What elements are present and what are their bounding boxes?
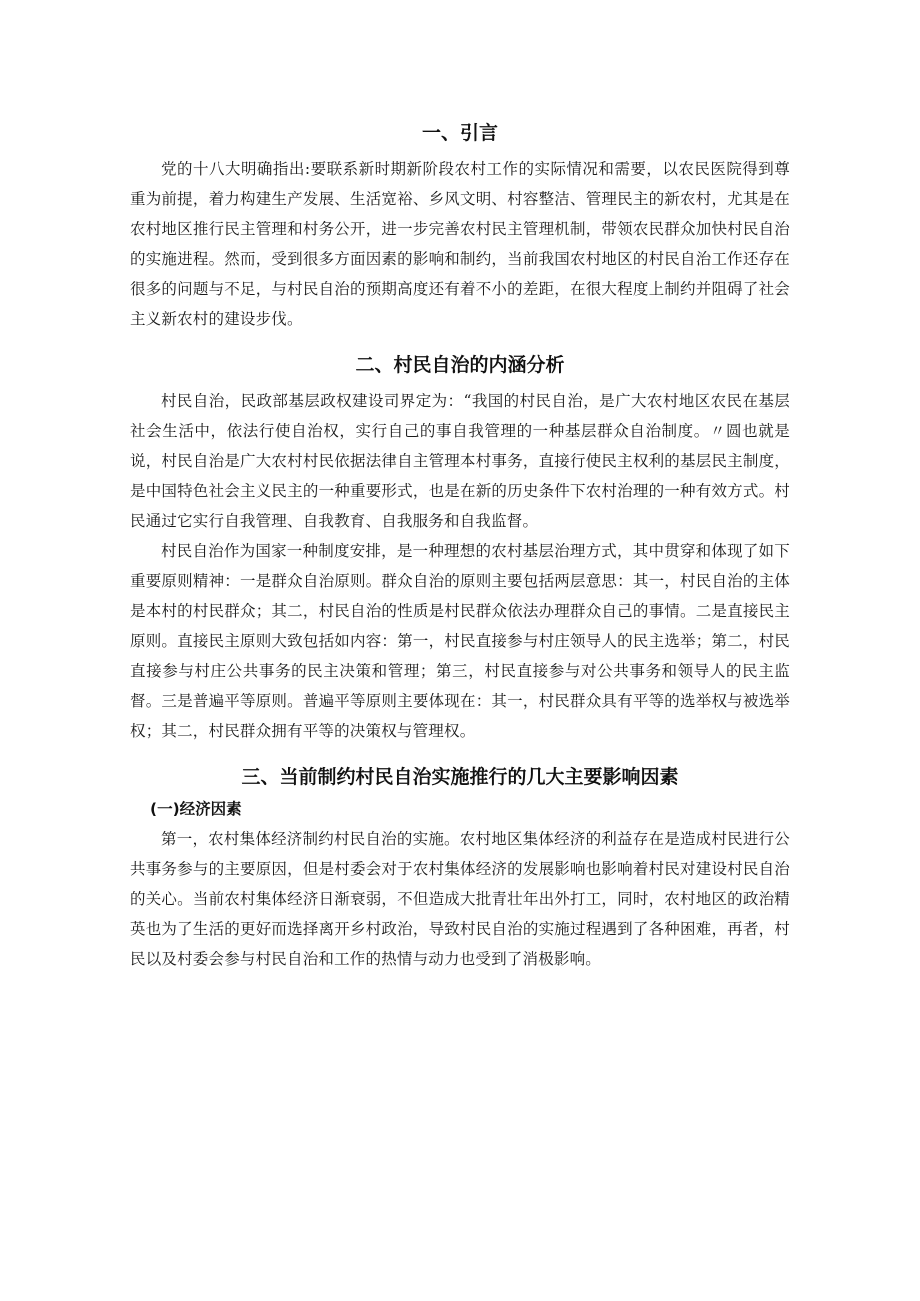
section-title-connotation: 二、村民自治的内涵分析 — [355, 354, 565, 376]
paragraph-definition: 村民自治，民政部基层政权建设司界定为：“我国的村民自治，是广大农村地区农民在基层社会生活中，依法行使自治权，实行自己的事自我管理的一种基层群众自治制度。〃圆也就是说，村民自治是广大农村村民依据法律自主管理本村事务，直接行使民主权利的基层民主制度，是中国特色社会主义民主的一种重要形式，也是在新的历史条件下农村治理的一种有效方式。村民通过它实行自我管理、自我教育、自我服务和自我监督。 — [130, 392, 790, 530]
paragraph-economic: 第一，农村集体经济制约村民自治的实施。农村地区集体经济的利益存在是造成村民进行公共事务参与的主要原因，但是村委会对于农村集体经济的发展影响也影响着村民对建设村民自治的关心。当前农村集体经济日渐衰弱，不但造成大批青壮年出外打工，同时，农村地区的政治精英也为了生活的更好而选择离开乡村政治，导致村民自治的实施过程遇到了各种困难，再者，村民以及村委会参与村民自治和工作的热情与动力也受到了消极影响。 — [130, 830, 790, 968]
document-page — [130, 110, 790, 974]
paragraph-introduction: 党的十八大明确指出:要联系新时期新阶段农村工作的实际情况和需要，以农民医院得到尊重为前提，着力构建生产发展、生活宽裕、乡风文明、村容整洁、管理民主的新农村，尤其是在农村地区推行民主管理和村务公开，进一步完善农村民主管理机制，带领农民群众加快村民自治的实施进程。然而，受到很多方面因素的影响和制约，当前我国农村地区的村民自治工作还存在很多的问题与不足，与村民自治的预期高度还有着不小的差距，在很大程度上制约并阻碍了社会主义新农村的建设步伐。 — [130, 160, 790, 328]
section-title-factors: 三、当前制约村民自治实施推行的几大主要影响因素 — [241, 766, 679, 788]
section-title-introduction: 一、引言 — [421, 122, 498, 144]
paragraph-principles: 村民自治作为国家一种制度安排，是一种理想的农村基层治理方式，其中贯穿和体现了如下重要原则精神：一是群众自治原则。群众自治的原则主要包括两层意思：其一，村民自治的主体是本村的村民群众；其二，村民自治的性质是村民群众依法办理群众自己的事情。二是直接民主原则。直接民主原则大致包括如内容：第一，村民直接参与村庄领导人的民主选举；第二，村民直接参与村庄公共事务的民主决策和管理；第三，村民直接参与对公共事务和领导人的民主监督。三是普遍平等原则。普遍平等原则主要体现在：其一，村民群众具有平等的选举权与被选举权；其二，村民群众拥有平等的决策权与管理权。 — [130, 542, 790, 740]
subsection-title-economic: (一)经济因素 — [150, 800, 242, 818]
